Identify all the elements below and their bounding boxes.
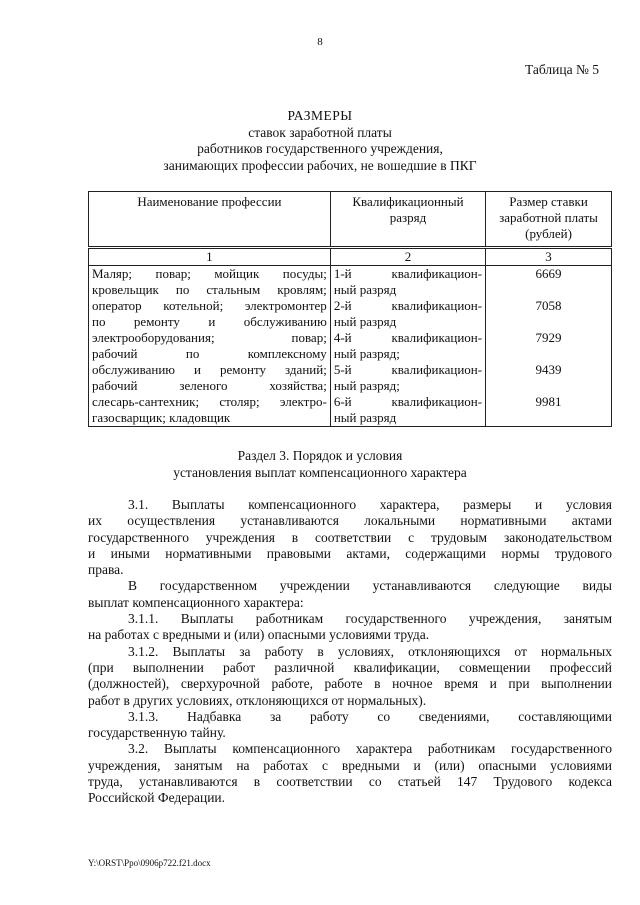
text-line: (должностей), сверхурочной работе, работе в ночное время и при выполнении	[88, 676, 612, 692]
profession-line: по ремонту и обслуживанию	[92, 314, 327, 329]
profession-line: обслуживанию и ремонту зданий;	[92, 362, 327, 377]
header-rate-line: (рублей)	[525, 226, 572, 241]
profession-line: электрооборудования; повар;	[92, 330, 327, 345]
text-line: права.	[88, 562, 124, 578]
section-line-1: Раздел 3. Порядок и условия	[237, 448, 403, 463]
table-label: Таблица № 5	[525, 62, 599, 77]
section-line-2: установления выплат компенсационного характера	[173, 465, 467, 480]
text-line: 3.1.1. Выплаты работникам государственного учреждения, занятым	[128, 611, 612, 627]
rates-table	[88, 191, 612, 427]
rate-value: 7929	[535, 330, 562, 345]
text-line: государственную тайну.	[88, 725, 226, 741]
col-number: 3	[486, 248, 612, 266]
text-line: 3.1. Выплаты компенсационного характера, размеры и условия	[128, 497, 612, 512]
grade-line: ный разряд	[333, 282, 397, 297]
text-line: работ в других условиях, отклоняющихся от нормальных).	[88, 692, 427, 708]
grade-line: 4-й квалификацион-	[333, 330, 483, 345]
table-title	[0, 108, 640, 174]
profession-line: кровельщик по стальным кровлям;	[92, 282, 327, 297]
text-line: 3.1.3. Надбавка за работу со сведениями, составляющими	[128, 708, 612, 724]
text-line: 3.2. Выплаты компенсационного характера работникам государственного	[128, 741, 612, 757]
paragraph	[88, 644, 612, 709]
grade-line: ный разряд	[333, 410, 397, 425]
col-number: 1	[89, 248, 331, 266]
title-line-1: РАЗМЕРЫ	[287, 108, 353, 123]
text-line: труда, устанавливаются в соответствии со статьей 147 Трудового кодекса	[88, 774, 612, 790]
rate-value: 9439	[535, 362, 562, 377]
profession-line: рабочий по комплексному	[92, 346, 327, 361]
text-line: и иными нормативными правовыми актами, содержащими нормы трудового	[88, 545, 612, 561]
paragraph	[88, 741, 612, 806]
grade-line: ный разряд;	[333, 378, 400, 393]
header-rate-line: заработной платы	[499, 210, 598, 225]
file-path-footer: Y:\ORST\Ppo\0906p722.f21.docx	[88, 858, 211, 868]
header-grade-line: разряд	[389, 210, 427, 225]
title-line-2: ставок заработной платы	[248, 124, 392, 140]
text-line: (при выполнении работ различной квалификации, совмещении профессий	[88, 659, 612, 675]
header-grade-line: Квалификационный	[352, 194, 464, 209]
body-text	[88, 497, 612, 807]
grade-line: 2-й квалификацион-	[333, 298, 483, 313]
section-heading	[0, 447, 640, 481]
table-row	[89, 266, 612, 427]
profession-line: Маляр; повар; мойщик посуды;	[92, 266, 327, 281]
header-rate	[486, 192, 612, 248]
profession-line: слесарь-сантехник; столяр; электро-	[92, 394, 327, 409]
text-line: на работах с вредными и (или) опасными условиями труда.	[88, 627, 430, 643]
professions-cell	[89, 266, 331, 427]
page-number: 8	[317, 36, 323, 48]
paragraph	[88, 709, 612, 742]
grade-line: ный разряд;	[333, 346, 400, 361]
header-rate-line: Размер ставки	[509, 194, 588, 209]
text-line: учреждения, занятым на работах с вредными и (или) опасными условиями	[88, 757, 612, 773]
paragraph	[88, 578, 612, 611]
col-number: 2	[330, 248, 485, 266]
text-line: их осуществления устанавливаются локальными нормативными актами	[88, 513, 612, 529]
grade-line: 1-й квалификацион-	[333, 266, 483, 281]
profession-line: рабочий зеленого хозяйства;	[92, 378, 327, 393]
paragraph	[88, 497, 612, 578]
rates-cell	[486, 266, 612, 427]
header-grade	[330, 192, 485, 248]
profession-line: газосварщик; кладовщик	[92, 410, 231, 425]
text-line: 3.1.2. Выплаты за работу в условиях, отклоняющихся от нормальных	[128, 643, 612, 659]
rate-value: 9981	[535, 394, 562, 409]
grade-line: 6-й квалификацион-	[333, 394, 483, 409]
grades-cell	[330, 266, 485, 427]
table-number-row	[89, 248, 612, 266]
rate-value: 6669	[535, 266, 562, 281]
rate-value: 7058	[535, 298, 562, 313]
text-line: В государственном учреждении устанавливаются следующие виды	[128, 578, 612, 594]
paragraph	[88, 611, 612, 644]
text-line: Российской Федерации.	[88, 790, 226, 806]
profession-line: оператор котельной; электромонтер	[92, 298, 327, 313]
text-line: государственного учреждения в соответствии с трудовым законодательством	[88, 529, 612, 545]
table-header-row	[89, 192, 612, 248]
title-line-3: работников государственного учреждения,	[197, 141, 443, 156]
title-line-4: занимающих профессии рабочих, не вошедшие в ПКГ	[163, 157, 477, 173]
header-profession: Наименование профессии	[89, 192, 331, 248]
grade-line: 5-й квалификацион-	[333, 362, 483, 377]
grade-line: ный разряд	[333, 314, 397, 329]
text-line: выплат компенсационного характера:	[88, 594, 304, 610]
